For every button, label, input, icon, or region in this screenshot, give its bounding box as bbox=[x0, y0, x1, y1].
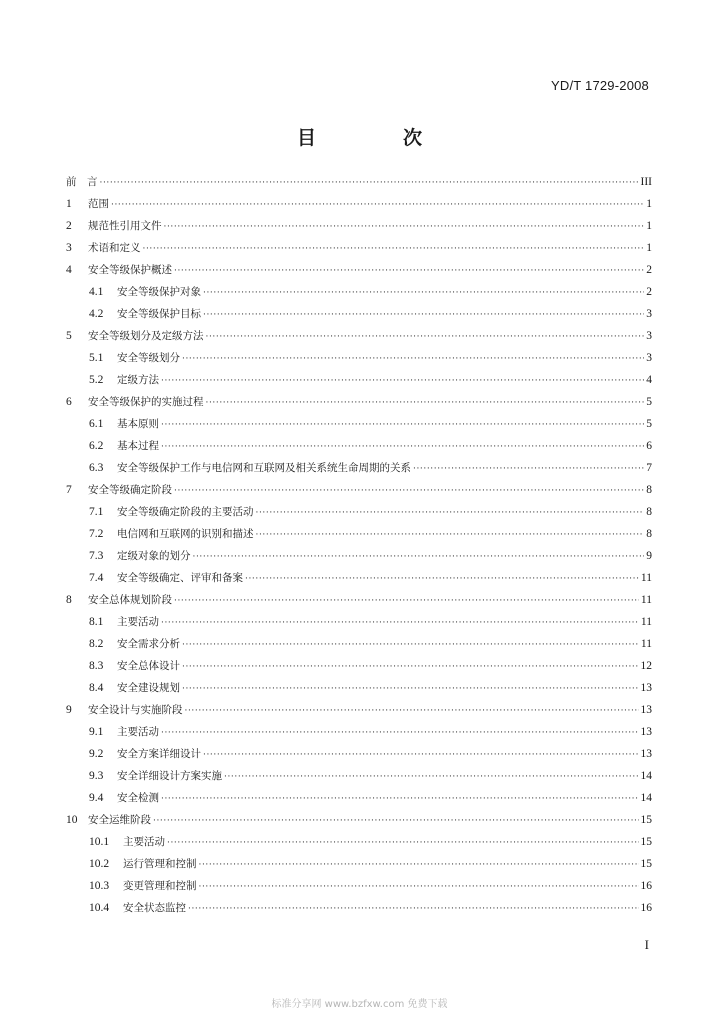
page-number: I bbox=[644, 937, 649, 952]
toc-entry-title: 安全建设规划 bbox=[117, 682, 180, 694]
dot-leader bbox=[161, 612, 639, 634]
toc-entry-page: 8 bbox=[646, 484, 652, 496]
dot-leader bbox=[174, 590, 639, 612]
toc-entry-number: 3 bbox=[66, 242, 72, 254]
toc-entry-title: 基本原则 bbox=[117, 418, 159, 430]
watermark: 标准分享网 www.bzfxw.com 免费下载 bbox=[271, 999, 448, 1010]
standard-code: YD/T 1729-2008 bbox=[551, 78, 649, 93]
toc-entry-page: 11 bbox=[640, 638, 652, 650]
toc-entry-number: 4.1 bbox=[89, 286, 104, 298]
dot-leader bbox=[182, 348, 644, 370]
toc-entry[interactable] bbox=[66, 171, 652, 193]
toc-entry[interactable] bbox=[89, 765, 652, 787]
toc-entry-page: 11 bbox=[640, 616, 652, 628]
dot-leader bbox=[153, 810, 639, 832]
toc-entry[interactable] bbox=[66, 259, 652, 281]
toc-entry-number: 6.3 bbox=[89, 462, 104, 474]
toc-entry-number: 5.1 bbox=[89, 352, 104, 364]
toc-entry-number: 4.2 bbox=[89, 308, 104, 320]
toc-entry-page: 13 bbox=[640, 748, 652, 760]
toc-entry-number: 9.2 bbox=[89, 748, 104, 760]
toc-entry-title: 安全等级保护对象 bbox=[117, 286, 201, 298]
toc-entry-title: 安全等级确定、评审和备案 bbox=[117, 572, 243, 584]
toc-entry-title: 电信网和互联网的识别和描述 bbox=[117, 528, 254, 540]
dot-leader bbox=[182, 634, 639, 656]
dot-leader bbox=[161, 370, 644, 392]
toc-entry[interactable] bbox=[89, 633, 652, 655]
dot-leader bbox=[224, 766, 639, 788]
toc-entry-number: 9 bbox=[66, 704, 72, 716]
toc-entry-title: 安全总体规划阶段 bbox=[88, 594, 172, 606]
toc-entry-number: 8.4 bbox=[89, 682, 104, 694]
toc-entry-number: 7.4 bbox=[89, 572, 104, 584]
toc-entry-page: 13 bbox=[640, 682, 652, 694]
toc-entry-title: 变更管理和控制 bbox=[123, 880, 197, 892]
toc-entry[interactable] bbox=[89, 721, 652, 743]
toc-entry-page: 3 bbox=[646, 308, 652, 320]
toc-entry-page: 14 bbox=[640, 792, 652, 804]
toc-entry[interactable] bbox=[89, 787, 652, 809]
toc-entry-page: 13 bbox=[640, 726, 652, 738]
toc-entry-number: 10.3 bbox=[89, 880, 110, 892]
toc-entry-title: 安全设计与实施阶段 bbox=[88, 704, 183, 716]
toc-entry-page: 16 bbox=[640, 880, 652, 892]
toc-entry[interactable] bbox=[89, 677, 652, 699]
toc-entry-number: 10.1 bbox=[89, 836, 110, 848]
toc-entry-page: 1 bbox=[646, 198, 652, 210]
toc-entry-number: 1 bbox=[66, 198, 72, 210]
toc-entry-number: 7.3 bbox=[89, 550, 104, 562]
dot-leader bbox=[100, 172, 639, 194]
toc-entry-title: 安全总体设计 bbox=[117, 660, 180, 672]
dot-leader bbox=[203, 304, 644, 326]
toc-entry-page: 8 bbox=[646, 528, 652, 540]
toc-entry[interactable] bbox=[89, 347, 652, 369]
toc-entry-page: 1 bbox=[646, 242, 652, 254]
toc-entry-page: 3 bbox=[646, 352, 652, 364]
dot-leader bbox=[256, 502, 645, 524]
toc-entry-title: 安全等级划分及定级方法 bbox=[88, 330, 204, 342]
toc-entry-title: 术语和定义 bbox=[88, 242, 141, 254]
dot-leader bbox=[174, 260, 644, 282]
toc-entry[interactable] bbox=[89, 897, 652, 919]
dot-leader bbox=[143, 238, 645, 260]
toc-entry[interactable] bbox=[66, 699, 652, 721]
toc-entry-number: 10 bbox=[66, 814, 78, 826]
dot-leader bbox=[199, 854, 639, 876]
toc-entry-number: 5 bbox=[66, 330, 72, 342]
toc-entry-title: 安全等级保护目标 bbox=[117, 308, 201, 320]
toc-entry-page: 5 bbox=[646, 418, 652, 430]
dot-leader bbox=[161, 788, 639, 810]
toc-entry-title: 安全等级确定阶段 bbox=[88, 484, 172, 496]
toc-entry-number: 10.4 bbox=[89, 902, 110, 914]
toc-entry[interactable] bbox=[89, 875, 652, 897]
toc-entry[interactable] bbox=[89, 281, 652, 303]
toc-entry-page: 3 bbox=[646, 330, 652, 342]
dot-leader bbox=[413, 458, 644, 480]
dot-leader bbox=[185, 700, 639, 722]
toc-entry-page: 1 bbox=[646, 220, 652, 232]
toc-entry[interactable] bbox=[89, 523, 652, 545]
dot-leader bbox=[245, 568, 639, 590]
toc-entry[interactable] bbox=[89, 435, 652, 457]
toc-entry-title: 主要活动 bbox=[117, 726, 159, 738]
toc-entry-number: 5.2 bbox=[89, 374, 104, 386]
toc-entry-title: 安全等级保护工作与电信网和互联网及相关系统生命周期的关系 bbox=[117, 462, 411, 474]
dot-leader bbox=[161, 414, 644, 436]
toc-entry-title: 安全详细设计方案实施 bbox=[117, 770, 222, 782]
toc-entry-number: 9.1 bbox=[89, 726, 104, 738]
toc-entry[interactable] bbox=[89, 655, 652, 677]
toc-entry-number: 2 bbox=[66, 220, 72, 232]
toc-entry-number: 10.2 bbox=[89, 858, 110, 870]
dot-leader bbox=[188, 898, 639, 920]
dot-leader bbox=[203, 282, 644, 304]
toc-entry-page: 14 bbox=[640, 770, 652, 782]
page-title: 目 次 bbox=[296, 127, 456, 149]
toc-entry-number: 4 bbox=[66, 264, 72, 276]
dot-leader bbox=[164, 216, 645, 238]
toc-entry-title: 运行管理和控制 bbox=[123, 858, 197, 870]
toc-entry-number: 8.1 bbox=[89, 616, 104, 628]
toc-entry[interactable] bbox=[66, 215, 652, 237]
toc-entry[interactable] bbox=[89, 853, 652, 875]
toc-entry-title: 安全等级划分 bbox=[117, 352, 180, 364]
toc-entry[interactable] bbox=[89, 303, 652, 325]
toc-entry-title: 定级方法 bbox=[117, 374, 159, 386]
toc-entry-title: 前 言 bbox=[66, 176, 98, 188]
toc-entry-title: 安全等级保护概述 bbox=[88, 264, 172, 276]
toc-entry-title: 基本过程 bbox=[117, 440, 159, 452]
toc-entry-page: 15 bbox=[640, 814, 652, 826]
toc-entry-title: 安全方案详细设计 bbox=[117, 748, 201, 760]
toc-entry-page: 2 bbox=[646, 286, 652, 298]
toc-entry-page: 11 bbox=[640, 594, 652, 606]
toc-entry-title: 主要活动 bbox=[123, 836, 165, 848]
toc-entry[interactable] bbox=[89, 545, 652, 567]
toc-entry-number: 9.4 bbox=[89, 792, 104, 804]
toc-entry-number: 6.1 bbox=[89, 418, 104, 430]
dot-leader bbox=[161, 436, 644, 458]
toc-entry-page: 7 bbox=[646, 462, 652, 474]
dot-leader bbox=[206, 326, 645, 348]
toc-entry-title: 安全等级保护的实施过程 bbox=[88, 396, 204, 408]
toc-entry[interactable] bbox=[89, 501, 652, 523]
toc-entry[interactable] bbox=[89, 831, 652, 853]
toc-entry-number: 7.1 bbox=[89, 506, 104, 518]
toc-entry-number: 6 bbox=[66, 396, 72, 408]
dot-leader bbox=[206, 392, 645, 414]
toc-entry-title: 安全状态监控 bbox=[123, 902, 186, 914]
toc-entry-number: 8 bbox=[66, 594, 72, 606]
toc-entry-title: 安全需求分析 bbox=[117, 638, 180, 650]
toc-entry-page: 15 bbox=[640, 836, 652, 848]
toc-entry[interactable] bbox=[66, 391, 652, 413]
dot-leader bbox=[182, 656, 639, 678]
toc-entry-page: 5 bbox=[646, 396, 652, 408]
toc-entry-page: 12 bbox=[640, 660, 652, 672]
toc-entry[interactable] bbox=[66, 325, 652, 347]
toc-entry-number: 7.2 bbox=[89, 528, 104, 540]
dot-leader bbox=[161, 722, 639, 744]
toc-entry-title: 规范性引用文件 bbox=[88, 220, 162, 232]
toc-entry-page: 6 bbox=[646, 440, 652, 452]
dot-leader bbox=[167, 832, 639, 854]
toc-entry-page: 2 bbox=[646, 264, 652, 276]
toc-entry[interactable] bbox=[66, 809, 652, 831]
dot-leader bbox=[203, 744, 639, 766]
toc-entry-number: 7 bbox=[66, 484, 72, 496]
toc-entry-title: 范围 bbox=[88, 198, 109, 210]
toc-entry[interactable] bbox=[66, 479, 652, 501]
dot-leader bbox=[111, 194, 644, 216]
toc-entry-number: 8.2 bbox=[89, 638, 104, 650]
dot-leader bbox=[193, 546, 645, 568]
toc-entry-page: 9 bbox=[646, 550, 652, 562]
toc-entry-title: 安全等级确定阶段的主要活动 bbox=[117, 506, 254, 518]
dot-leader bbox=[182, 678, 639, 700]
toc-entry-title: 安全检测 bbox=[117, 792, 159, 804]
dot-leader bbox=[256, 524, 645, 546]
toc-entry-page: 4 bbox=[646, 374, 652, 386]
dot-leader bbox=[174, 480, 644, 502]
toc-entry-page: 11 bbox=[640, 572, 652, 584]
toc-entry[interactable] bbox=[66, 193, 652, 215]
toc-entry[interactable] bbox=[89, 743, 652, 765]
toc-entry-number: 8.3 bbox=[89, 660, 104, 672]
toc-entry-page: III bbox=[640, 176, 652, 188]
toc-entry[interactable] bbox=[66, 237, 652, 259]
toc-entry[interactable] bbox=[89, 369, 652, 391]
toc-entry-page: 15 bbox=[640, 858, 652, 870]
toc-entry-page: 13 bbox=[640, 704, 652, 716]
toc-entry[interactable] bbox=[89, 413, 652, 435]
toc-entry-title: 安全运维阶段 bbox=[88, 814, 151, 826]
toc-entry-page: 8 bbox=[646, 506, 652, 518]
toc-entry[interactable] bbox=[89, 457, 652, 479]
toc-entry[interactable] bbox=[66, 589, 652, 611]
toc-entry-title: 主要活动 bbox=[117, 616, 159, 628]
toc-entry[interactable] bbox=[89, 567, 652, 589]
toc-entry-number: 6.2 bbox=[89, 440, 104, 452]
toc-entry-page: 16 bbox=[640, 902, 652, 914]
toc-entry-title: 定级对象的划分 bbox=[117, 550, 191, 562]
toc-entry[interactable] bbox=[89, 611, 652, 633]
toc-entry-number: 9.3 bbox=[89, 770, 104, 782]
dot-leader bbox=[199, 876, 639, 898]
